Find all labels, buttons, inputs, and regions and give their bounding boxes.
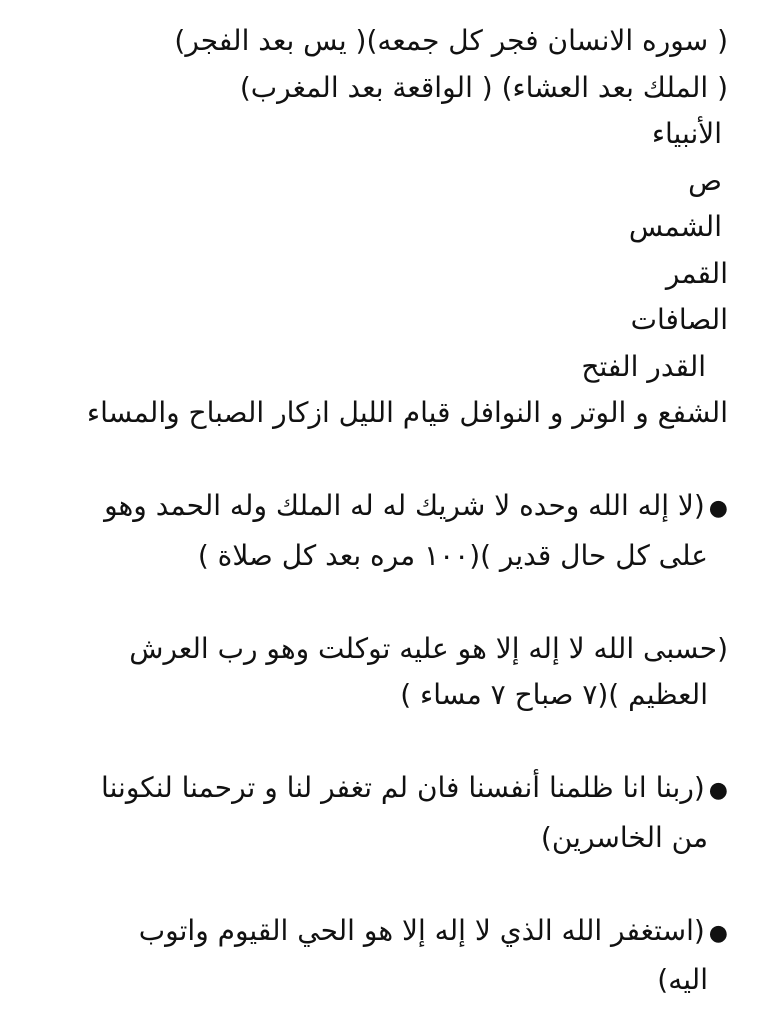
spacer bbox=[30, 437, 728, 484]
surah-sad: ص bbox=[688, 163, 722, 197]
spacer bbox=[30, 861, 728, 908]
note-document bbox=[30, 18, 728, 1004]
surah-ash-shams: الشمس bbox=[628, 210, 722, 243]
spacer bbox=[30, 579, 728, 626]
bullet-icon: ● bbox=[708, 496, 728, 521]
dhikr-rabbana-zalamna bbox=[30, 765, 728, 861]
dhikr-rabbana-line-2: من الخاسرين) bbox=[540, 820, 708, 854]
dhikr-hasbiyallah-line-2: العظيم )(٧ صباح ٧ مساء ) bbox=[400, 678, 708, 711]
night-prayer-and-adhkar-line: الشفع و الوتر و النوافل قيام الليل ازكار الصباح والمساء bbox=[86, 396, 728, 429]
surah-as-saffat: الصافات bbox=[630, 303, 728, 336]
dhikr-istighfar bbox=[30, 908, 728, 1004]
dhikr-rabbana-line-1: (ربنا انا ظلمنا أنفسنا فان لم تغفر لنا و ترحمنا لنكوننا bbox=[101, 771, 705, 804]
surah-schedule-line-1: ( سوره الانسان فجر كل جمعه)( يس بعد الفجر) bbox=[174, 24, 728, 57]
dhikr-hasbiyallah-line-1: (حسبى الله لا إله إلا هو عليه توكلت وهو رب العرش bbox=[129, 631, 728, 665]
dhikr-istighfar-line-2: اليه) bbox=[657, 963, 708, 996]
surah-schedule-line-2: ( الملك بعد العشاء) ( الواقعة بعد المغرب) bbox=[239, 70, 728, 104]
dhikr-tahlil-line-2: على كل حال قدير )(١٠٠ مره بعد كل صلاة ) bbox=[197, 538, 708, 572]
surah-al-qamar: القمر bbox=[665, 256, 728, 290]
bullet-icon: ● bbox=[708, 778, 728, 803]
surah-al-anbiya: الأنبياء bbox=[651, 117, 722, 150]
dhikr-tahlil bbox=[30, 483, 728, 579]
dhikr-tahlil-line-1: (لا إله الله وحده لا شريك له له الملك وله الحمد وهو bbox=[104, 489, 705, 522]
surah-al-qadr-al-fath: القدر الفتح bbox=[581, 349, 706, 383]
dhikr-hasbiyallah bbox=[30, 626, 728, 719]
bullet-icon: ● bbox=[708, 920, 728, 946]
spacer bbox=[30, 719, 728, 766]
dhikr-istighfar-line-1: (استغفر الله الذي لا إله إلا هو الحي القيوم واتوب bbox=[138, 913, 705, 947]
